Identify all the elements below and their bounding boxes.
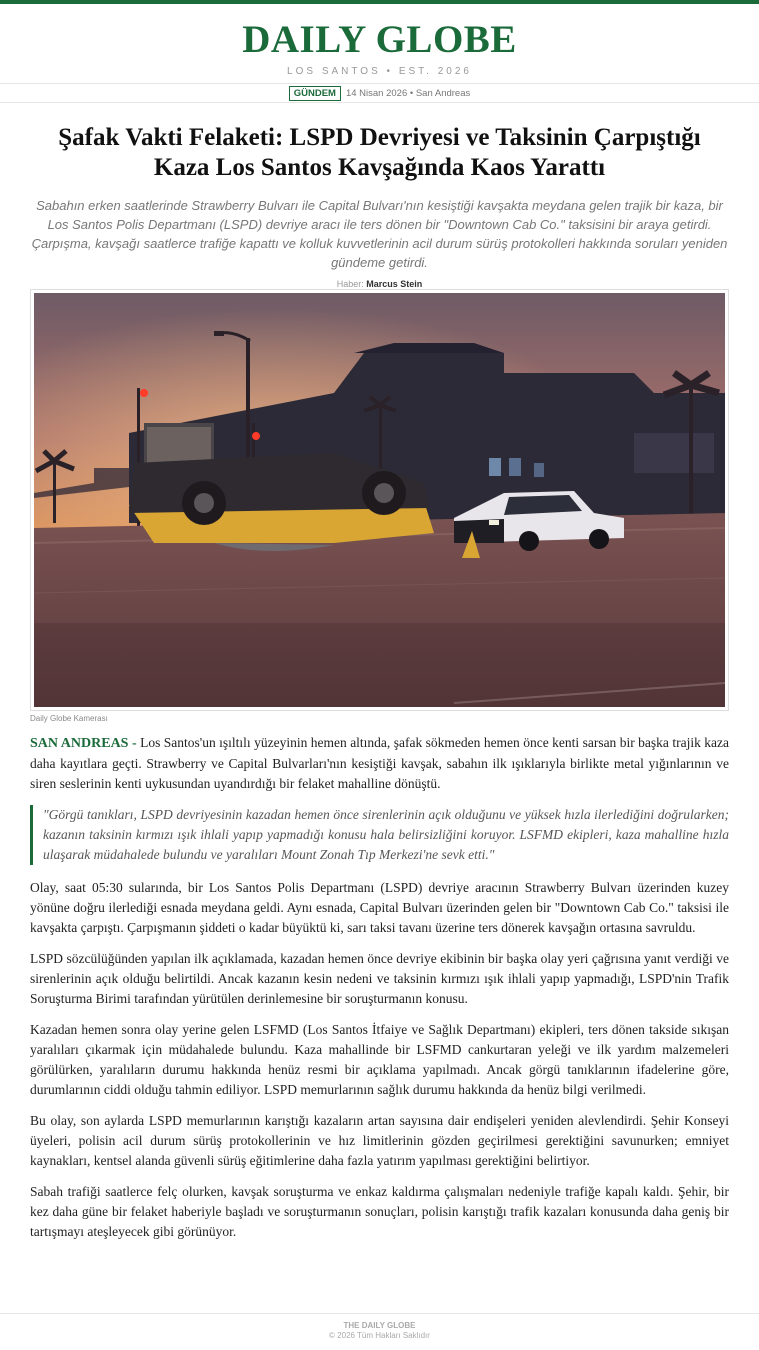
body-paragraph: Sabah trafiği saatlerce felç olurken, kavşak soruşturma ve enkaz kaldırma çalışmaları nedeniyle trafiğe kapalı kaldı. Şehir, bir kez daha güne bir felaket haberiyle başladı ve soruşturmanın sonuçları, polisin karıştığı trafik kazaları konusunda daha geniş bir tartışmayı ateşleyecek gibi görünüyor. [30, 1184, 729, 1239]
body-paragraph: Bu olay, son aylarda LSPD memurlarının karıştığı kazaların artan sayısına dair endişeleri yeniden alevlendirdi. Şehir Konseyi üyeleri, polisin acil durum sürüş protokollerinin ve hız limitlerinin gözden geçirilmesi gerektiğini savunurken; emniyet kaynakları, kentsel alanda güvenli sürüş eğitimlerine daha fazla yatırım yapılması gerektiğini belirtiyor. [30, 1113, 729, 1168]
body-paragraph: LSPD sözcülüğünden yapılan ilk açıklamada, kazadan hemen önce devriye ekibinin bir başka olay yeri çağrısına yanıt verdiği ve sirenlerinin açık olduğu belirtildi. Ancak kazanın kesin nedeni ve taksinin kırmızı ışık ihlali yapıp yapmadığı, LSPD'nin Trafik Soruşturma Birimi tarafından yürütülen derinlemesine bir soruşturmanın konusu. [30, 951, 729, 1006]
byline-author[interactable]: Marcus Stein [366, 279, 423, 289]
photo-caption: Daily Globe Kamerası [30, 714, 108, 723]
publish-date: 14 Nisan 2026 • San Andreas [345, 87, 471, 99]
pull-quote: "Görgü tanıkları, LSPD devriyesinin kazadan hemen önce sirenlerinin açık olduğunu ve yüksek hızla ilerlediğini doğrularken; kazanın taksinin kırmızı ışık ihlali yapıp yapmadığı konusu hala belirsizliğini koruyor. LSFMD ekipleri, kaza mahalline hızla ulaşarak müdahalede bulundu ve yaralıları Mount Zonah Tıp Merkezi'ne sevk etti." [30, 805, 729, 865]
newspaper-logo[interactable]: DAILY GLOBE [242, 18, 517, 61]
lead-paragraph [30, 733, 729, 794]
section-meta-row [0, 83, 759, 103]
article-standfirst: Sabahın erken saatlerinde Strawberry Bulvarı ile Capital Bulvarı'nın kesiştiği kavşakta meydana gelen trajik bir kaza, bir Los Santos Polis Departmanı (LSPD) devriye aracı ile ters dönen bir "Downtown Cab Co." taksisini bir araya getirdi. Çarpışma, kavşağı saatlerce trafiğe kapattı ve kolluk kuvvetlerinin acil durum sürüş protokolleri hakkında soruları yeniden gündeme getirdi. [31, 198, 728, 270]
section-badge[interactable]: GÜNDEM [289, 86, 341, 101]
lead-text: Los Santos'un ışıltılı yüzeyinin hemen altında, şafak sökmeden hemen önce kenti sarsan bir başka trajik kaza daha kayıtlara geçti. Strawberry ve Capital Bulvarları'nın kesiştiği kavşak, sabahın ilk ışıklarıyla birlikte metal yığınlarının ve siren seslerinin kenti uykusundan uyandırdığı bir felaket mahalline dönüştü. [30, 735, 729, 791]
page-footer [0, 1313, 759, 1341]
article-body [30, 733, 729, 1253]
body-paragraph: Olay, saat 05:30 sularında, bir Los Santos Polis Departmanı (LSPD) devriye aracının Strawberry Bulvarı üzerinden kuzey yönüne doğru ilerlediği esnada meydana geldi. Aynı esnada, Capital Bulvarı üzerinden gelen bir "Downtown Cab Co." taksisi ile kavşakta çarpıştı. Çarpışmanın şiddeti o kadar büyüktü ki, sarı taksi tavanı üzerine ters dönerek kavşağın ortasına savruldu. [30, 880, 729, 935]
article-photo[interactable] [30, 289, 729, 711]
byline-prefix: Haber: [336, 279, 364, 289]
body-paragraph: Kazadan hemen sonra olay yerine gelen LSFMD (Los Santos İtfaiye ve Sağlık Departmanı) ekipleri, ters dönen takside sıkışan yaralıları çıkarmak için müdahalede bulundu. Kaza mahallinde bir LSFMD cankurtaran yeleği ve ilk yardım malzemeleri görülürken, yaralıların durumu hakkında henüz resmi bir açıklama yapılmadı. Ancak görgü tanıklarının ifadelerine göre, durumlarının ciddi olduğu tahmin ediliyor. LSPD memurlarının sağlık durumu hakkında da henüz bilgi verilmedi. [30, 1022, 729, 1097]
crash-scene-image [34, 293, 725, 707]
dateline-location: SAN ANDREAS - [30, 736, 137, 751]
article-headline: Şafak Vakti Felaketi: LSPD Devriyesi ve Taksinin Çarpıştığı Kaza Los Santos Kavşağında Kaos Yarattı [58, 124, 701, 181]
footer-copyright: © 2026 Tüm Hakları Saklıdır [329, 1331, 430, 1340]
masthead [0, 4, 759, 103]
footer-brand[interactable]: THE DAILY GLOBE [343, 1321, 416, 1330]
masthead-tagline: LOS SANTOS • EST. 2026 [287, 66, 472, 77]
article-byline [0, 279, 759, 289]
